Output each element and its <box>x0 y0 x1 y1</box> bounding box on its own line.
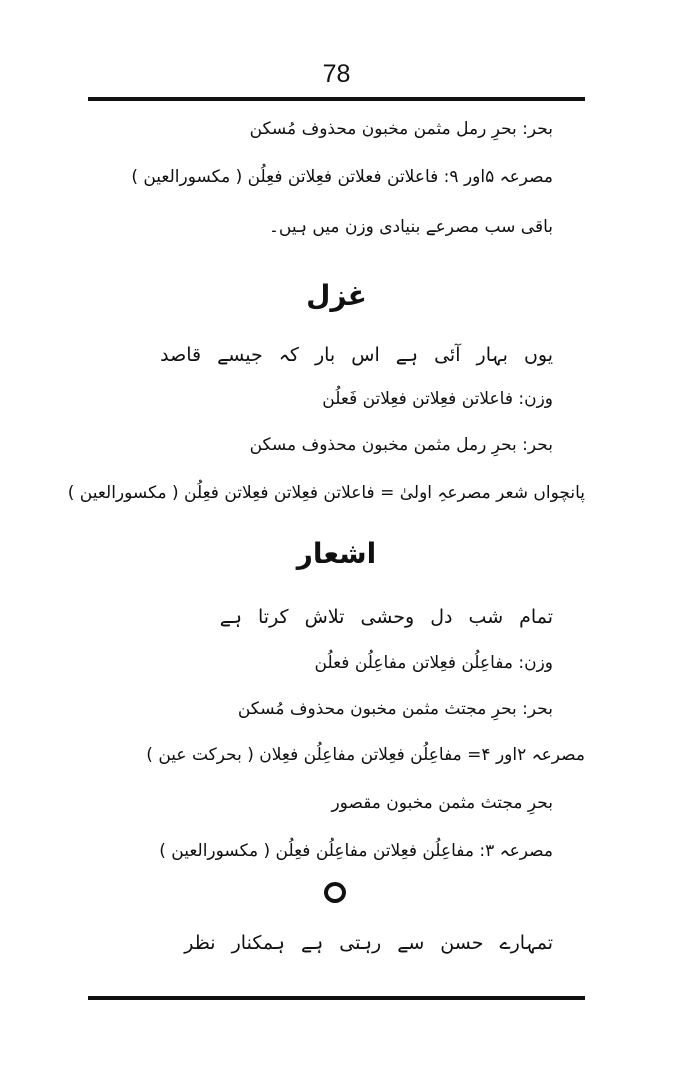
circle-separator-icon <box>324 882 346 903</box>
page-number: 78 <box>322 60 351 88</box>
bottom-rule <box>88 996 585 1000</box>
ashaar-bahr: بحر: بحرِ مجتث مثمن مخبون محذوف مُسکن <box>237 699 553 719</box>
ashaar-verse: تمام شب دل وحشی تلاش کرتا ہے <box>219 606 553 628</box>
misra-3-line: مصرعہ ۳: مفاعِلُن فعِلاتن مفاعِلُن فعِلُن ( مکسورالعین ) <box>159 841 553 861</box>
top-rule <box>88 97 585 101</box>
ghazal-verse: یوں بہار آئی ہے اس بار کہ جیسے قاصد <box>160 344 553 366</box>
ghazal-bahr: بحر: بحرِ رمل مثمن مخبون محذوف مسکن <box>249 435 553 455</box>
ghazal-note: پانچواں شعر مصرعہِ اولیٰ = فاعلاتن فعِلاتن فعِلاتن فعِلُن ( مکسورالعین ) <box>67 483 585 503</box>
ashaar-wazn: وزن: مفاعِلُن فعِلاتن مفاعِلُن فعلُن <box>314 653 553 673</box>
ghazal-wazn: وزن: فاعلاتن فعِلاتن فعِلاتن فَعلُن <box>322 389 553 409</box>
misra-5-9-line: مصرعہ ۵اور ۹: فاعلاتن فعلاتن فعِلاتن فعِلُن ( مکسورالعین ) <box>131 167 553 187</box>
closing-verse: تمہارے حسن سے رہتی ہے ہمکنار نظر <box>184 932 553 954</box>
ghazal-heading: غزل <box>306 279 367 312</box>
ashaar-bahr-2: بحرِ مجتث مثمن مخبون مقصور <box>331 793 553 813</box>
remaining-misre-line: باقی سب مصرعے بنیادی وزن میں ہیں۔ <box>268 217 553 237</box>
ashaar-heading: اشعار <box>296 537 377 570</box>
misra-2-4-line: مصرعہ ۲اور ۴= مفاعِلُن فعِلاتن مفاعِلُن فعِلان ( بحرکت عین ) <box>146 745 585 765</box>
bahr-line-1: بحر: بحرِ رمل مثمن مخبون محذوف مُسکن <box>249 119 553 139</box>
